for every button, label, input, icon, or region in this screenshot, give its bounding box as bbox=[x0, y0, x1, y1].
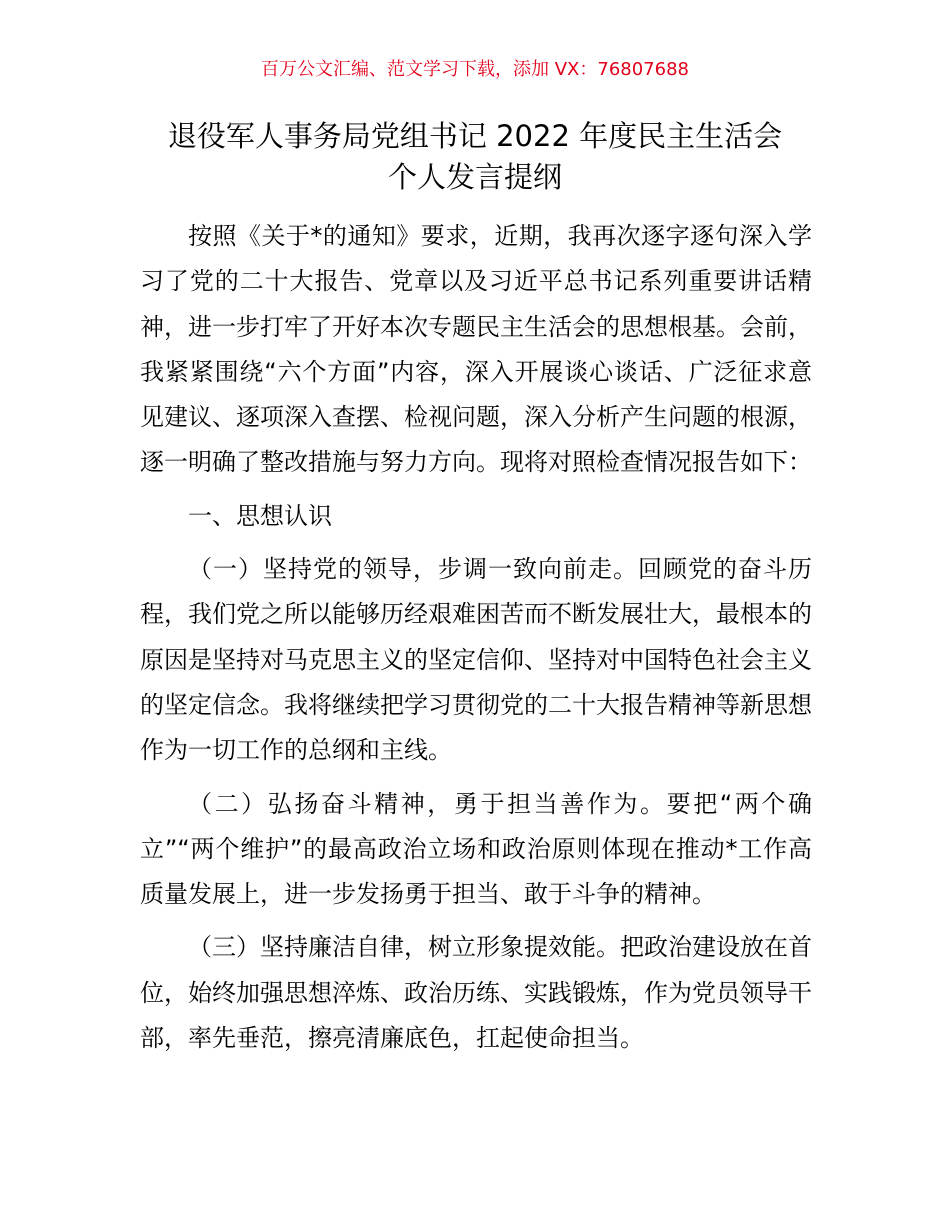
intro-paragraph: 按照《关于*的通知》要求，近期，我再次逐字逐句深入学习了党的二十大报告、党章以及习近平总书记系列重要讲话精神，进一步打牢了开好本次专题民主生活会的思想根基。会前，我紧紧围绕“六个方面”内容，深入开展谈心谈话、广泛征求意见建议、逐项深入查摆、检视问题，深入分析产生问题的根源，逐一明确了整改措施与努力方向。现将对照检查情况报告如下： bbox=[140, 222, 812, 477]
paragraph-item-1: （一）坚持党的领导，步调一致向前走。回顾党的奋斗历程，我们党之所以能够历经艰难困苦而不断发展壮大，最根本的原因是坚持对马克思主义的坚定信仰、坚持对中国特色社会主义的坚定信念。我将继续把学习贯彻党的二十大报告精神等新思想作为一切工作的总纲和主线。 bbox=[140, 555, 812, 765]
paragraph-item-3: （三）坚持廉洁自律，树立形象提效能。把政治建设放在首位，始终加强思想淬炼、政治历练、实践锻炼，作为党员领导干部，率先垂范，擦亮清廉底色，扛起使命担当。 bbox=[140, 933, 812, 1053]
section-heading: 一、思想认识 bbox=[188, 501, 332, 530]
paragraph-item-2: （二）弘扬奋斗精神，勇于担当善作为。要把“两个确立”“两个维护”的最高政治立场和政治原则体现在推动*工作高质量发展上，进一步发扬勇于担当、敢于斗争的精神。 bbox=[140, 789, 812, 909]
title-line-2: 个人发言提纲 bbox=[387, 160, 562, 194]
document-title bbox=[120, 116, 830, 198]
header-watermark-note: 百万公文汇编、范文学习下载，添加 VX：76807688 bbox=[261, 59, 689, 80]
document-body bbox=[140, 214, 812, 1061]
title-line-1: 退役军人事务局党组书记 2022 年度民主生活会 bbox=[167, 119, 783, 153]
